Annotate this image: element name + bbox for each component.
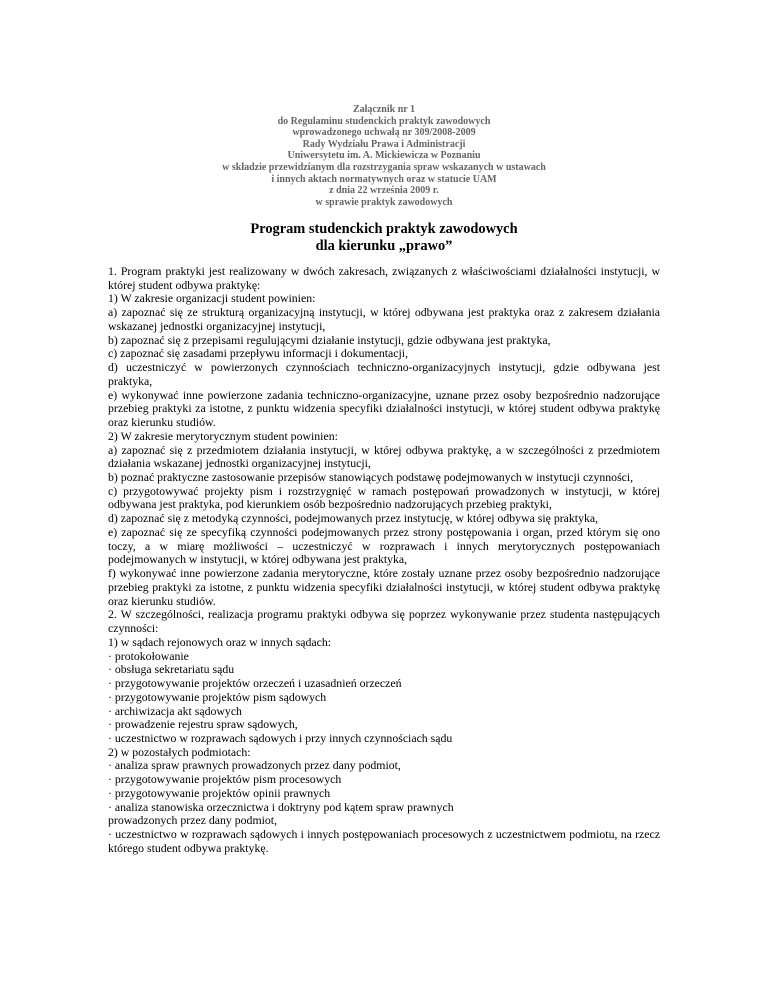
header-line: Rady Wydziału Prawa i Administracji — [302, 138, 466, 150]
bullet-item: · prowadzenie rejestru spraw sądowych, — [108, 717, 298, 732]
list-item: b) poznać praktyczne zastosowanie przepisów stanowiących podstawę podejmowanych w instytucji czynności, — [108, 470, 634, 485]
bullet-item: · archiwizacja akt sądowych — [108, 703, 242, 718]
bullet-item: · analiza stanowiska orzecznictwa i doktryny pod kątem spraw prawnych — [108, 799, 454, 814]
header-line: wprowadzonego uchwałą nr 309/2008-2009 — [292, 127, 476, 139]
header-line: Załącznik nr 1 — [352, 104, 416, 115]
title-line-2: dla kierunku „prawo” — [315, 238, 453, 254]
bullet-item: · uczestnictwo w rozprawach sądowych i innych postępowaniach procesowych z uczestnictwem podmiotu, na rzecz którego student odbywa praktykę. — [108, 827, 660, 855]
attachment-header — [0, 104, 768, 208]
bullet-item: · uczestnictwo w rozprawach sądowych i przy innych czynnościach sądu — [108, 730, 453, 745]
header-line: do Regulaminu studenckich praktyk zawodowych — [277, 115, 491, 127]
section-paragraph: 2. W szczególności, realizacja programu praktyki odbywa się poprzez wykonywanie przez studenta następujących czynności: — [108, 607, 660, 636]
subsection-heading: 1) W zakresie organizacji student powinien: — [108, 291, 316, 306]
list-item: e) wykonywać inne powierzone zadania techniczno-organizacyjne, uznane przez osoby bezpośrednio nadzorujące przebieg praktyki za istotne, z punktu widzenia specyfiki działalności instytucji, w której student odbywa praktykę oraz kierunku studiów. — [108, 387, 660, 430]
list-item: b) zapoznać się z przepisami regulującymi działanie instytucji, gdzie odbywana jest praktyka, — [108, 332, 551, 347]
bullet-item: · obsługa sekretariatu sądu — [108, 662, 235, 677]
bullet-item: · przygotowywanie projektów orzeczeń i uzasadnień orzeczeń — [108, 676, 402, 691]
header-line: i innych aktach normatywnych oraz w statucie UAM — [271, 173, 497, 185]
title-line-1: Program studenckich praktyk zawodowych — [250, 221, 518, 237]
list-item: e) zapoznać się ze specyfiką czynności podejmowanych przez strony postępowania i organ, przed którym się ono toczy, a w miarę możliwości – uczestniczyć w rozprawach i innych merytorycznych postępowaniach podejmowanych w instytucji, w której odbywana jest praktyka, — [108, 524, 660, 567]
bullet-item: · przygotowywanie projektów pism sądowych — [108, 689, 327, 704]
subsection-heading: 2) w pozostałych podmiotach: — [108, 744, 251, 759]
section-paragraph: 1. Program praktyki jest realizowany w dwóch zakresach, związanych z właściwościami działalności instytucji, w której student odbywa praktykę: — [108, 264, 660, 292]
header-line: z dnia 22 września 2009 r. — [329, 185, 439, 197]
subsection-heading: 1) w sądach rejonowych oraz w innych sądach: — [108, 634, 332, 649]
header-line: w składzie przewidzianym dla rozstrzygania spraw wskazanych w ustawach — [222, 161, 546, 173]
list-item: c) przygotowywać projekty pism i rozstrzygnięć w ramach postępowań prowadzonych w instytucji, w której odbywana jest praktyka, pod kierunkiem osób bezpośrednio nadzorujących przebieg praktyki, — [108, 483, 660, 512]
list-item: a) zapoznać się z przedmiotem działania instytucji, w której odbywa praktykę, a w szczególności z przedmiotem działania wskazanej jednostki organizacyjnej instytucji, — [108, 442, 660, 471]
bullet-item-continuation: prowadzonych przez dany podmiot, — [108, 813, 278, 828]
list-item: c) zapoznać się zasadami przepływu informacji i dokumentacji, — [108, 346, 409, 361]
list-item: a) zapoznać się ze strukturą organizacyjną instytucji, w której odbywana jest praktyka oraz z zakresem działania wskazanej jednostki organizacyjnej instytucji, — [108, 305, 660, 333]
bullet-item: · analiza spraw prawnych prowadzonych przez dany podmiot, — [108, 758, 401, 773]
list-item: d) zapoznać się z metodyką czynności, podejmowanych przez instytucję, w której odbywa się praktyka, — [108, 511, 599, 526]
list-item: f) wykonywać inne powierzone zadania merytoryczne, które zostały uznane przez osoby bezpośrednio nadzorujące przebieg praktyki za istotne, z punktu widzenia specyfiki działalności instytucji, w której student odbywa praktykę oraz kierunku studiów. — [108, 566, 660, 608]
document-title — [0, 221, 768, 255]
header-line: Uniwersytetu im. A. Mickiewicza w Poznaniu — [287, 150, 481, 162]
bullet-item: · protokołowanie — [108, 648, 189, 663]
document-body — [108, 265, 660, 856]
subsection-heading: 2) W zakresie merytorycznym student powinien: — [108, 428, 338, 443]
list-item: d) uczestniczyć w powierzonych czynnościach techniczno-organizacyjnych instytucji, gdzie odbywana jest praktyka, — [108, 360, 660, 388]
bullet-item: · przygotowywanie projektów opinii prawnych — [108, 785, 331, 800]
header-line: w sprawie praktyk zawodowych — [315, 196, 453, 208]
bullet-item: · przygotowywanie projektów pism procesowych — [108, 772, 342, 787]
